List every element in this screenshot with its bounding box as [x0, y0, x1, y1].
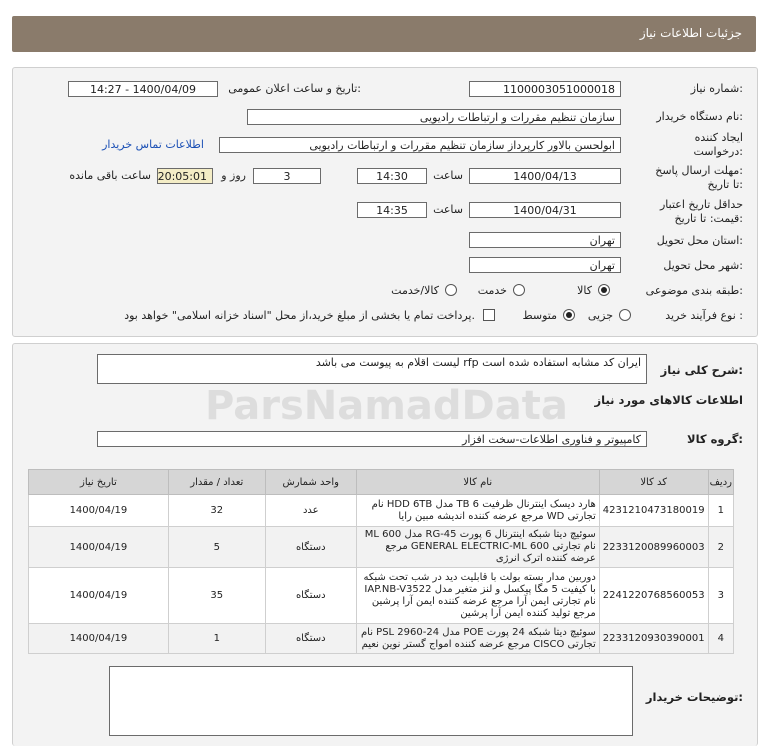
announce-datetime-label: تاریخ و ساعت اعلان عمومی: — [228, 82, 361, 95]
city-field: تهران — [469, 257, 621, 273]
row-unit: دستگاه — [265, 624, 356, 654]
table-row — [29, 568, 734, 624]
goods-group-label: گروه کالا: — [687, 432, 743, 446]
row-qty: 32 — [168, 495, 265, 527]
row-name: سوئیچ دیتا شبکه 24 پورت POE مدل PSL 2960-24 نام تجارتی CISCO مرجع عرضه کننده امواج گستر نوین نعیم — [356, 624, 599, 654]
deadline-time-field: 14:30 — [357, 168, 427, 184]
creator-field: ابولحسن بالاور کارپرداز سازمان تنظیم مقررات و ارتباطات رادیویی — [219, 137, 621, 153]
category-goods-text: کالا — [577, 284, 592, 297]
need-info-panel — [12, 67, 758, 337]
treasury-payment-checkbox[interactable] — [483, 309, 495, 321]
row-date: 1400/04/19 — [29, 568, 169, 624]
goods-table — [28, 469, 734, 654]
row-code: 2241220768560053 — [599, 568, 708, 624]
row-name: دوربین مدار بسته بولت با قابلیت دید در شب تحت شبکه با کیفیت 5 مگا پیکسل و لنز متغیر مدل IAP.NB-V3522 نام تجارتی ایمن آرا مرجع عرضه کننده ایمن آرا پرشین مرجع تولید کننده ایمن آرا پرشین — [356, 568, 599, 624]
buyer-org-field: سازمان تنظیم مقررات و ارتباطات رادیویی — [247, 109, 621, 125]
remaining-time-label: ساعت باقی مانده — [69, 169, 151, 182]
category-goods-radio[interactable] — [598, 284, 610, 296]
col-qty: تعداد / مقدار — [168, 470, 265, 495]
table-row — [29, 527, 734, 568]
watermark-text: ParsNamadData — [205, 383, 568, 429]
need-number-label: شماره نیاز: — [690, 82, 743, 95]
col-date: تاریخ نیاز — [29, 470, 169, 495]
validity-date-field: 1400/04/31 — [469, 202, 621, 218]
purchase-medium-text: متوسط — [522, 309, 557, 322]
validity-label-line1: حداقل تاریخ اعتبار — [659, 198, 743, 211]
city-label: شهر محل تحویل: — [663, 259, 743, 272]
purchase-minor-text: جزیی — [587, 309, 613, 322]
row-unit: عدد — [265, 495, 356, 527]
deadline-label-line2: تا تاریخ: — [707, 178, 743, 191]
purchase-medium-radio[interactable] — [563, 309, 575, 321]
page-title: جزئیات اطلاعات نیاز — [639, 26, 742, 40]
row-name: سوئیچ دیتا شبکه اینترنال 6 پورت RG-45 مدل ML 600 نام تجارتی GENERAL ELECTRIC-ML 600 مرجع عرضه کننده اترک انرژی — [356, 527, 599, 568]
deadline-date-field: 1400/04/13 — [469, 168, 621, 184]
validity-label-line2: قیمت: تا تاریخ: — [674, 212, 743, 225]
buyer-notes-label: توضیحات خریدار: — [645, 690, 743, 704]
category-service-radio[interactable] — [513, 284, 525, 296]
row-date: 1400/04/19 — [29, 527, 169, 568]
category-label: طبقه بندی موضوعی: — [645, 284, 743, 297]
treasury-payment-note: پرداخت تمام یا بخشی از مبلغ خرید،از محل "اسناد خزانه اسلامی" خواهد بود. — [124, 309, 475, 322]
row-index: 2 — [708, 527, 733, 568]
col-code: کد کالا — [599, 470, 708, 495]
buyer-contact-link[interactable]: اطلاعات تماس خریدار — [102, 138, 204, 151]
announce-datetime-field: 1400/04/09 - 14:27 — [68, 81, 218, 97]
row-qty: 5 — [168, 527, 265, 568]
category-both-text: کالا/خدمت — [391, 284, 439, 297]
buyer-notes-field — [109, 666, 633, 736]
col-index: ردیف — [708, 470, 733, 495]
row-index: 1 — [708, 495, 733, 527]
row-code: 4231210473180019 — [599, 495, 708, 527]
purchase-minor-radio[interactable] — [619, 309, 631, 321]
province-field: تهران — [469, 232, 621, 248]
row-index: 3 — [708, 568, 733, 624]
need-number-field: 1100003051000018 — [469, 81, 621, 97]
goods-table-header — [29, 470, 734, 495]
province-label: استان محل تحویل: — [656, 234, 743, 247]
days-remaining-field: 3 — [253, 168, 321, 184]
days-label: روز و — [221, 169, 246, 182]
title-bar — [12, 16, 756, 52]
table-row — [29, 495, 734, 527]
validity-time-field: 14:35 — [357, 202, 427, 218]
deadline-time-label: ساعت — [433, 169, 463, 182]
goods-section-title: اطلاعات کالاهای مورد نیاز — [594, 393, 743, 407]
row-qty: 35 — [168, 568, 265, 624]
row-code: 2233120930390001 — [599, 624, 708, 654]
goods-group-field: کامپیوتر و فناوری اطلاعات-سخت افزار — [97, 431, 647, 447]
row-code: 2233120089960003 — [599, 527, 708, 568]
col-unit: واحد شمارش — [265, 470, 356, 495]
creator-label-line1: ایجاد کننده — [694, 131, 743, 144]
remaining-time-field: 20:05:01 — [157, 168, 213, 184]
row-date: 1400/04/19 — [29, 495, 169, 527]
validity-time-label: ساعت — [433, 203, 463, 216]
category-both-radio[interactable] — [445, 284, 457, 296]
summary-label: شرح کلی نیاز: — [660, 363, 743, 377]
row-index: 4 — [708, 624, 733, 654]
category-service-text: خدمت — [477, 284, 507, 297]
row-unit: دستگاه — [265, 527, 356, 568]
deadline-label-line1: مهلت ارسال پاسخ: — [655, 164, 743, 177]
creator-label-line2: درخواست: — [693, 145, 743, 158]
summary-text-field: ایران کد مشابه استفاده شده است rfp لیست اقلام به پیوست می باشد — [97, 354, 647, 384]
table-row — [29, 624, 734, 654]
row-name: هارد دیسک اینترنال ظرفیت 6 TB مدل HDD 6TB نام تجارتی WD مرجع عرضه کننده اندیشه مبین رایا — [356, 495, 599, 527]
col-name: نام کالا — [356, 470, 599, 495]
row-unit: دستگاه — [265, 568, 356, 624]
row-date: 1400/04/19 — [29, 624, 169, 654]
row-qty: 1 — [168, 624, 265, 654]
buyer-org-label: نام دستگاه خریدار: — [656, 110, 743, 123]
purchase-type-label: نوع فرآیند خرید : — [665, 309, 743, 322]
